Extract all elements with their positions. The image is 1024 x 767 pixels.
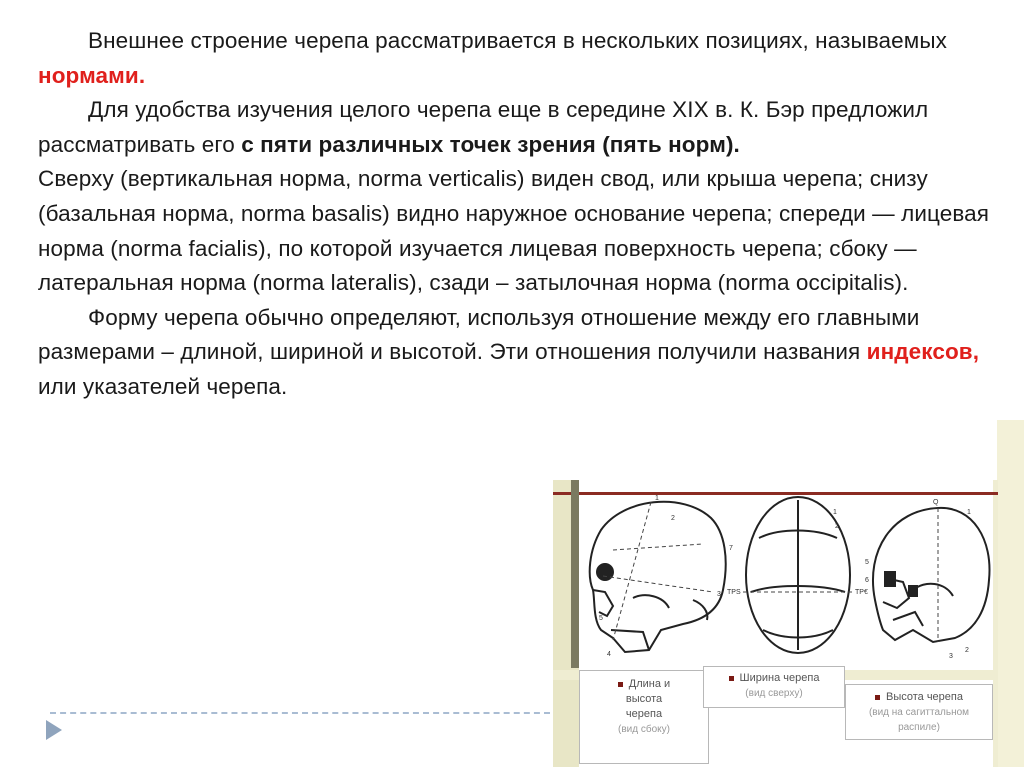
paragraph-baer: Для удобства изучения целого черепа еще в середине XIX в. К. Бэр предложил рассматривать его с пяти различных точек зрения (пять норм). <box>38 97 929 157</box>
bullet-square-icon <box>618 682 623 687</box>
right-decor-strip <box>997 420 1024 767</box>
side-label-1: 1 <box>655 495 659 502</box>
top-label-7: 7 <box>729 545 733 552</box>
skull-top-view <box>746 497 850 653</box>
slide-text <box>38 24 998 405</box>
side-label-3: 3 <box>717 591 721 598</box>
paragraph-indexes: Форму черепа обычно определяют, используя отношение между его главными размерами – длиной, шириной и высотой. Эти отношения получили названия индексов, или указателей черепа. <box>38 304 980 399</box>
paragraph-norms: Внешнее строение черепа рассматривается в нескольких позициях, называемых нормами. <box>38 28 947 88</box>
paragraph-norm-list: Сверху (вертикальная норма, norma verticalis) виден свод, или крыша черепа; снизу (базальная норма, norma basalis) видно наружное основание черепа; спереди — лицевая норма (norma facialis), по которой изучается лицевая поверхность черепа; сбоку — латеральная норма (norma lateralis), сзади – затылочная норма (norma occipitalis). <box>38 166 990 296</box>
bullet-square-icon <box>875 695 880 700</box>
side-label-5: 5 <box>599 615 603 622</box>
side-label-4: 4 <box>607 651 611 658</box>
skull-drawings <box>553 480 998 670</box>
caption-length-height: Длина и высота черепа (вид сбоку) <box>579 670 709 764</box>
term-norms: нормами. <box>38 62 146 88</box>
skull-figure <box>553 480 998 767</box>
top-label-tpe: TP€ <box>855 589 868 596</box>
top-label-tps: TPS <box>727 589 741 596</box>
top-label-1: 1 <box>833 509 837 516</box>
side-label-2: 2 <box>671 515 675 522</box>
caption-width: Ширина черепа (вид сверху) <box>703 666 845 708</box>
next-arrow-icon[interactable] <box>46 720 62 740</box>
sag-label-5: 5 <box>865 559 869 566</box>
caption-height: Высота черепа (вид на сагиттальном распиле) <box>845 684 993 740</box>
sag-label-6: 6 <box>865 577 869 584</box>
sag-label-q: Q <box>933 499 939 506</box>
sag-label-2: 2 <box>965 647 969 654</box>
skull-sagittal-view <box>873 508 990 642</box>
term-five-norms: с пяти различных точек зрения (пять норм). <box>241 131 740 157</box>
sag-label-1: 1 <box>967 509 971 516</box>
bullet-square-icon <box>729 676 734 681</box>
term-indexes: индексов, <box>866 339 980 365</box>
sag-label-3: 3 <box>949 653 953 660</box>
bottom-divider <box>50 712 550 714</box>
top-label-2: 2 <box>835 523 839 530</box>
